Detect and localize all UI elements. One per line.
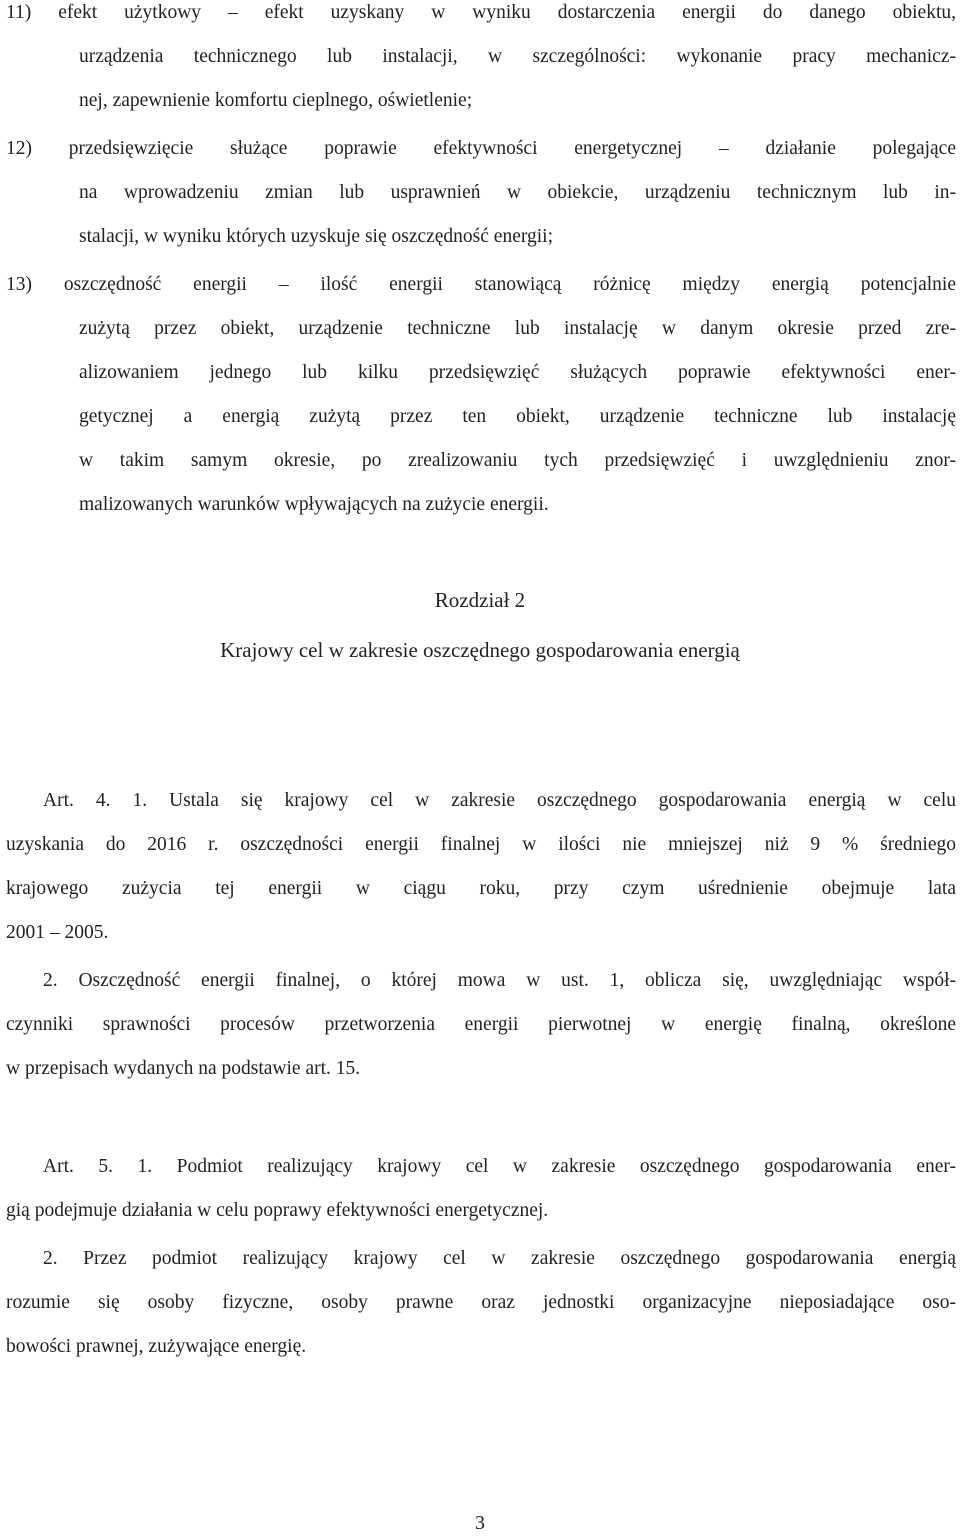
text-line: nej, zapewnienie komfortu cieplnego, oświetlenie; — [79, 90, 473, 111]
text-line: czynniki sprawności procesów przetworzenia energii pierwotnej w energię finalną, określone — [6, 1014, 956, 1035]
text-line: w przepisach wydanych na podstawie art. 15. — [6, 1058, 361, 1079]
text-line: stalacji, w wyniku których uzyskuje się oszczędność energii; — [79, 226, 554, 247]
text-line: zużytą przez obiekt, urządzenie techniczne lub instalację w danym okresie przed zre- — [79, 318, 956, 339]
text-line: uzyskania do 2016 r. oszczędności energii finalnej w ilości nie mniejszej niż 9 % średniego — [6, 834, 956, 855]
article-5-paragraph-2 — [6, 1237, 956, 1369]
text-line: malizowanych warunków wpływających na zużycie energii. — [79, 494, 549, 515]
text-line: 12) przedsięwzięcie służące poprawie efektywności energetycznej – działanie polegające — [6, 138, 956, 159]
text-line: gią podejmuje działania w celu poprawy efektywności energetycznej. — [6, 1200, 549, 1221]
text-line: krajowego zużycia tej energii w ciągu roku, przy czym uśrednienie obejmuje lata — [6, 878, 956, 899]
text-line: w takim samym okresie, po zrealizowaniu tych przedsięwzięć i uwzględnieniu znor- — [79, 450, 956, 471]
definition-item-12 — [6, 127, 956, 259]
article-4-paragraph-2 — [6, 959, 956, 1091]
definition-item-11 — [6, 0, 956, 123]
text-line: bowości prawnej, zużywające energię. — [6, 1336, 307, 1357]
page-number: 3 — [475, 1512, 485, 1534]
text-line: Art. 4. 1. Ustala się krajowy cel w zakresie oszczędnego gospodarowania energią w celu — [43, 790, 956, 811]
text-line: 11) efekt użytkowy – efekt uzyskany w wyniku dostarczenia energii do danego obiektu, — [6, 2, 956, 23]
text-line: 2001 – 2005. — [6, 922, 109, 943]
text-line: 13) oszczędność energii – ilość energii stanowiącą różnicę między energią potencjalnie — [6, 274, 956, 295]
chapter-number: Rozdział 2 — [434, 588, 526, 612]
text-line: 2. Przez podmiot realizujący krajowy cel w zakresie oszczędnego gospodarowania energią — [43, 1248, 956, 1269]
article-4-paragraph-1 — [6, 779, 956, 955]
text-line: na wprowadzeniu zmian lub usprawnień w obiekcie, urządzeniu technicznym lub in- — [79, 182, 956, 203]
text-line: alizowaniem jednego lub kilku przedsięwzięć służących poprawie efektywności ener- — [79, 362, 956, 383]
text-line: getycznej a energią zużytą przez ten obiekt, urządzenie techniczne lub instalację — [79, 406, 956, 427]
text-line: rozumie się osoby fizyczne, osoby prawne oraz jednostki organizacyjne nieposiadające oso- — [6, 1292, 956, 1313]
article-5-paragraph-1 — [6, 1145, 956, 1233]
text-line: urządzenia technicznego lub instalacji, w szczególności: wykonanie pracy mechanicz- — [79, 46, 956, 67]
chapter-title: Krajowy cel w zakresie oszczędnego gospodarowania energią — [220, 638, 740, 662]
text-line: Art. 5. 1. Podmiot realizujący krajowy cel w zakresie oszczędnego gospodarowania ener- — [43, 1156, 956, 1177]
definition-item-13 — [6, 263, 956, 527]
text-line: 2. Oszczędność energii finalnej, o której mowa w ust. 1, oblicza się, uwzględniając współ- — [43, 970, 956, 991]
